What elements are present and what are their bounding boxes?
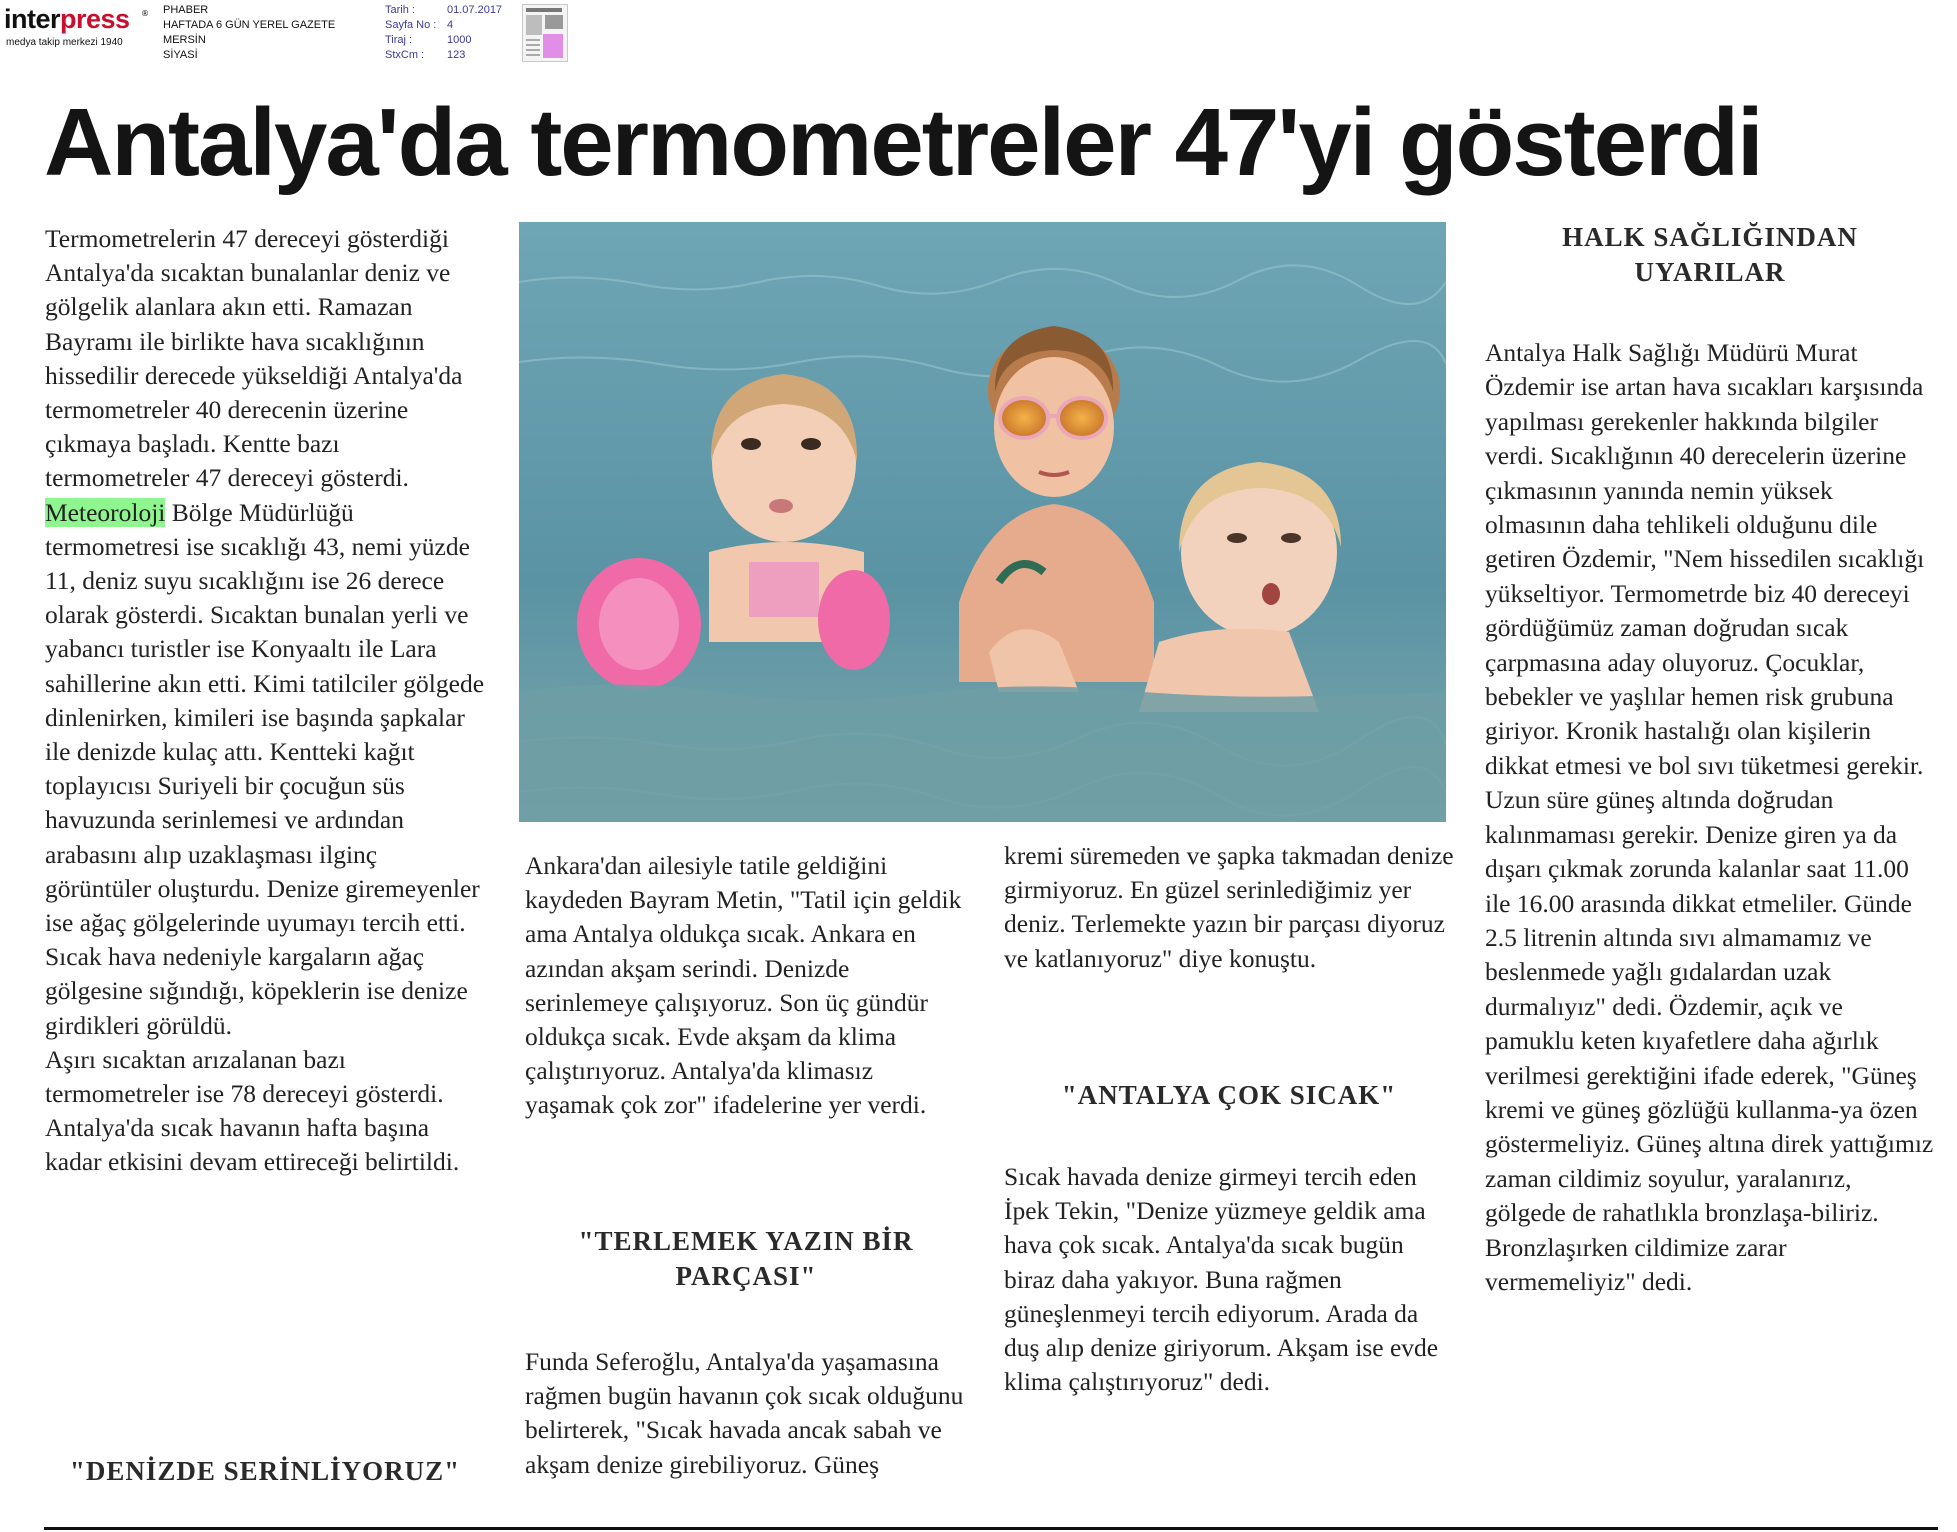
meta-label: Sayfa No : [385, 19, 437, 31]
interpress-logo [4, 4, 152, 48]
publication-info [163, 3, 335, 63]
publication-category: SİYASİ [163, 49, 198, 61]
article-column-1 [45, 222, 485, 1180]
subhead-antalya-cok-sicak: "ANTALYA ÇOK SICAK" [1061, 1080, 1397, 1110]
meta-row-page [385, 18, 502, 33]
subhead-denizde-serinliyoruz: "DENİZDE SERİNLİYORUZ" [69, 1456, 461, 1486]
bottom-rule [44, 1527, 1938, 1530]
meta-row-stxcm [385, 48, 502, 63]
article-paragraph: Ankara'dan ailesiyle tatile geldiğini kaydeden Bayram Metin, "Tatil için geldik ama Antalya oldukça sıcak. Ankara en azından akşam serindi. Denizde serinlemeye çalışıyoruz. Son üç gündür oldukça sıcak. Evde akşam da klima çalıştırıyoruz. Antalya'da klimasız yaşamak çok zor" ifadelerine yer verdi. [525, 851, 962, 1120]
article-paragraph: Funda Seferoğlu, Antalya'da yaşamasına rağmen bugün havanın çok sıcak olduğunu belirterek, "Sıcak havada ancak sabah ve akşam denize girebiliyoruz. Güneş [525, 1347, 964, 1479]
article-paragraph: Sıcak havada denize girmeyi tercih eden İpek Tekin, "Denize yüzmeye geldik ama hava çok sıcak. Antalya'da sıcak bugün biraz daha yakıyor. Buna rağmen güneşlenmeyi tercih ediyorum. Arada da duş alıp denize giriyorum. Akşam ise evde klima çalıştırıyoruz" dedi. [1004, 1162, 1439, 1397]
article-photo [519, 222, 1446, 822]
publication-name: PHABER [163, 4, 209, 16]
article-column-2 [525, 849, 967, 1123]
publication-city: MERSİN [163, 34, 206, 46]
logo-wordmark [4, 4, 130, 34]
logo-subtitle: medya takip merkezi 1940 [6, 37, 123, 48]
registered-mark: ® [141, 9, 149, 18]
photo-illustration [519, 222, 1446, 822]
article-column-4 [1485, 336, 1935, 1299]
highlighted-keyword: Meteoroloji [45, 497, 166, 527]
text-run: Termometrelerin 47 dereceyi gösterdiği Antalya'da sıcaktan bunalanlar deniz ve gölgelik alanlara akın etti. Ramazan Bayramı ile birlikte hava sıcaklığının hissedilir derecede yükseldiği Antalya'da termometreler 40 derecenin üzerine çıkmaya başladı. Kentte bazı termometreler 47 dereceyi gösterdi. [45, 224, 463, 493]
article-paragraph [45, 222, 485, 1043]
subhead-halk-sagligindan-uyarilar: HALK SAĞLIĞINDAN UYARILAR [1562, 222, 1858, 287]
clipping-meta [385, 3, 502, 63]
article-column-3 [1004, 839, 1454, 976]
article-headline: Antalya'da termometreler 47'yi gösterdi [44, 89, 1762, 196]
meta-value: 123 [447, 49, 466, 61]
meta-label: StxCm : [385, 49, 425, 61]
meta-label: Tiraj : [385, 34, 413, 46]
meta-value: 1000 [447, 34, 472, 46]
publication-frequency: HAFTADA 6 GÜN YEREL GAZETE [163, 19, 336, 31]
meta-label: Tarih : [385, 4, 415, 16]
page-thumbnail[interactable] [522, 4, 568, 62]
meta-value: 01.07.2017 [447, 4, 503, 16]
text-run: Bölge Müdürlüğü termometresi ise sıcaklığı 43, nemi yüzde 11, deniz suyu sıcaklığını ise 26 derece olarak gösterdi. Sıcaktan bunalan yerli ve yabancı turistler ise Konyaaltı ile Lara sahillerine akın etti. Kimi tatilciler gölgede dinlenirken, kimileri ise başında şapkalar ile denizde kulaç attı. Kentteki kağıt toplayıcısı Suriyeli bir çocuğun süs havuzunda serinlemesi ve ardından arabasını alıp uzaklaşması ilginç görüntüler oluşturdu. Denize giremeyenler ise ağaç gölgelerinde uyumayı tercih etti. Sıcak hava nedeniyle kargaların ağaç gölgesine sığındığı, köpeklerin ise denize girdikleri görüldü. [45, 497, 485, 1040]
subhead-terlemek-yazin-bir-parcasi: "TERLEMEK YAZIN BİR PARÇASI" [578, 1226, 914, 1291]
article-paragraph: kremi süremeden ve şapka takmadan denize girmiyoruz. En güzel serinlediğimiz yer deniz. Terlemekte yazın bir parçası diyoruz ve katlanıyoruz" diye konuştu. [1004, 841, 1454, 973]
logo-text: interpress [4, 4, 130, 34]
meta-row-circulation [385, 33, 502, 48]
meta-value: 4 [447, 19, 454, 31]
article-column-2-continued [525, 1345, 967, 1482]
article-paragraph: Aşırı sıcaktan arızalanan bazı termometreler ise 78 dereceyi gösterdi. Antalya'da sıcak havanın hafta başına kadar etkisini devam ettireceği belirtildi. [45, 1044, 460, 1177]
article-paragraph: Antalya Halk Sağlığı Müdürü Murat Özdemir ise artan hava sıcakları karşısında yapılması gerekenler hakkında bilgiler verdi. Sıcaklığının 40 derecelerin üzerine çıkmasının yanında nemin yüksek olmasının daha tehlikeli olduğunu dile getiren Özdemir, "Nem hissedilen sıcaklığı yükseltiyor. Termometrde biz 40 dereceyi gördüğümüz zaman doğrudan sıcak çarpmasına aday oluyoruz. Çocuklar, bebekler ve yaşlılar hemen risk grubuna giriyor. Kronik hastalığı olan kişilerin dikkat etmesi ve bol sıvı tüketmesi gerekir. Uzun süre güneş altında doğrudan kalınmaması gerekir. Denize giren ya da dışarı çıkmak zorunda kalanlar saat 11.00 ile 16.00 arasında dikkat etmeliler. Günde 2.5 litrenin altında sıvı almamamız ve beslenmede yağlı gıdalardan uzak durmalıyız" dedi. Özdemir, açık ve pamuklu keten kıyafetlere daha ağırlık verilmesi gerektiğini ifade ederek, "Güneş kremi ve güneş gözlüğü kullanma-ya özen göstermeliyiz. Güneş altına direk yattığımız zaman cildimiz soyulur, yaralanırız, gölgede de rahatlıkla bronzlaşa-biliriz. Bronzlaşırken cildimize zarar vermemeliyiz" dedi. [1485, 338, 1934, 1296]
meta-row-date [385, 3, 502, 18]
article-column-3-continued [1004, 1160, 1454, 1399]
